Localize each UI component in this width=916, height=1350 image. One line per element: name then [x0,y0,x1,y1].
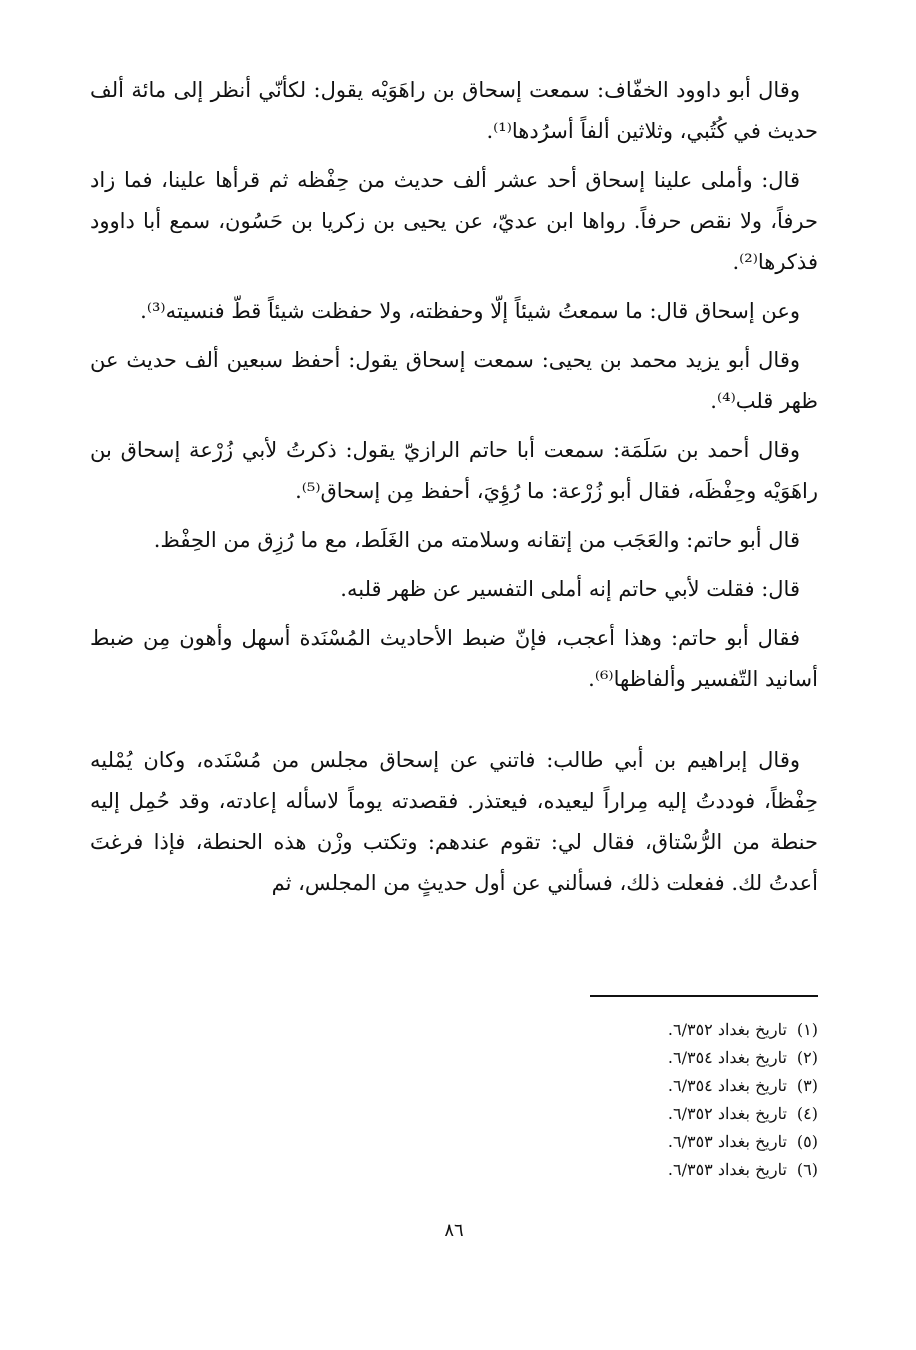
footnote-2 [90,1044,818,1072]
page-number: ٨٦ [444,1220,464,1241]
paragraph-8: فقال أبو حاتم: وهذا أعجب، فإنّ ضبط الأحاديث المُسْنَدة أسهل وأهون مِن ضبط أسانيد التّفسير وألفاظها⁽⁶⁾. [90,626,818,691]
paragraph-9: وقال إبراهيم بن أبي طالب: فاتني عن إسحاق مجلس من مُسْنَده، وكان يُمْليه حِفْظاً، فوددتُ إليه مِراراً ليعيده، فيعتذر. فقصدته يوماً لاسأله إعادته، وقد حُمِل إليه حنطة من الرُّسْتاق، فقال لي: تقوم عندهم: وتكتب وزْن هذه الحنطة، فإذا فرغتَ أعدتُ لك. ففعلت ذلك، فسألني عن أول حديثٍ من المجلس، ثم [90,748,818,895]
paragraph-6: قال أبو حاتم: والعَجَب من إتقانه وسلامته من الغَلَط، مع ما رُزِق من الحِفْظ. [153,528,800,552]
footnote-text: تاريخ بغداد ٦/٣٥٤. [667,1048,787,1067]
footnote-number: (٦) [796,1160,818,1179]
footnote-number: (١) [796,1020,818,1039]
footnote-text: تاريخ بغداد ٦/٣٥٣. [667,1132,787,1151]
paragraph-3: وعن إسحاق قال: ما سمعتُ شيئاً إلّا وحفظته، ولا حفظت شيئاً قطّ فنسيته⁽³⁾. [140,299,800,323]
footnote-number: (٤) [796,1104,818,1123]
footnote-number: (٥) [796,1132,818,1151]
footnote-text: تاريخ بغداد ٦/٣٥٢. [667,1020,787,1039]
footnote-text: تاريخ بغداد ٦/٣٥٢. [667,1104,787,1123]
paragraph-2: قال: وأملى علينا إسحاق أحد عشر ألف حديث من حِفْظه ثم قرأها علينا، فما زاد حرفاً، ولا نقص حرفاً. رواها ابن عديّ، عن يحيى بن زكريا بن حَسُون، سمع أبا داوود فذكرها⁽²⁾. [90,168,818,274]
footnotes-list [90,1016,818,1184]
footnote-1 [90,1016,818,1044]
footnote-divider [590,995,818,997]
footnote-4 [90,1100,818,1128]
paragraph-4: وقال أبو يزيد محمد بن يحيى: سمعت إسحاق يقول: أحفظ سبعين ألف حديث عن ظهر قلب⁽⁴⁾. [90,348,818,413]
footnote-5 [90,1128,818,1156]
footnote-text: تاريخ بغداد ٦/٣٥٣. [667,1160,787,1179]
paragraph-5: وقال أحمد بن سَلَمَة: سمعت أبا حاتم الرازيّ يقول: ذكرتُ لأبي زُرْعة إسحاق بن راهَوَيْه وحِفْظَه، فقال أبو زُرْعة: ما رُؤِيَ، أحفظ مِن إسحاق⁽⁵⁾. [90,438,818,503]
footnote-6 [90,1156,818,1184]
paragraph-7: قال: فقلت لأبي حاتم إنه أملى التفسير عن ظهر قلبه. [340,577,800,601]
book-page [90,70,818,1300]
footnote-number: (٣) [796,1076,818,1095]
paragraph-1: وقال أبو داوود الخفّاف: سمعت إسحاق بن راهَوَيْه يقول: لكأنّي أنظر إلى مائة ألف حديث في كُتُبي، وثلاثين ألفاً أسرُدها⁽¹⁾. [90,78,818,143]
footnote-text: تاريخ بغداد ٦/٣٥٤. [667,1076,787,1095]
footnote-number: (٢) [796,1048,818,1067]
footnote-3 [90,1072,818,1100]
